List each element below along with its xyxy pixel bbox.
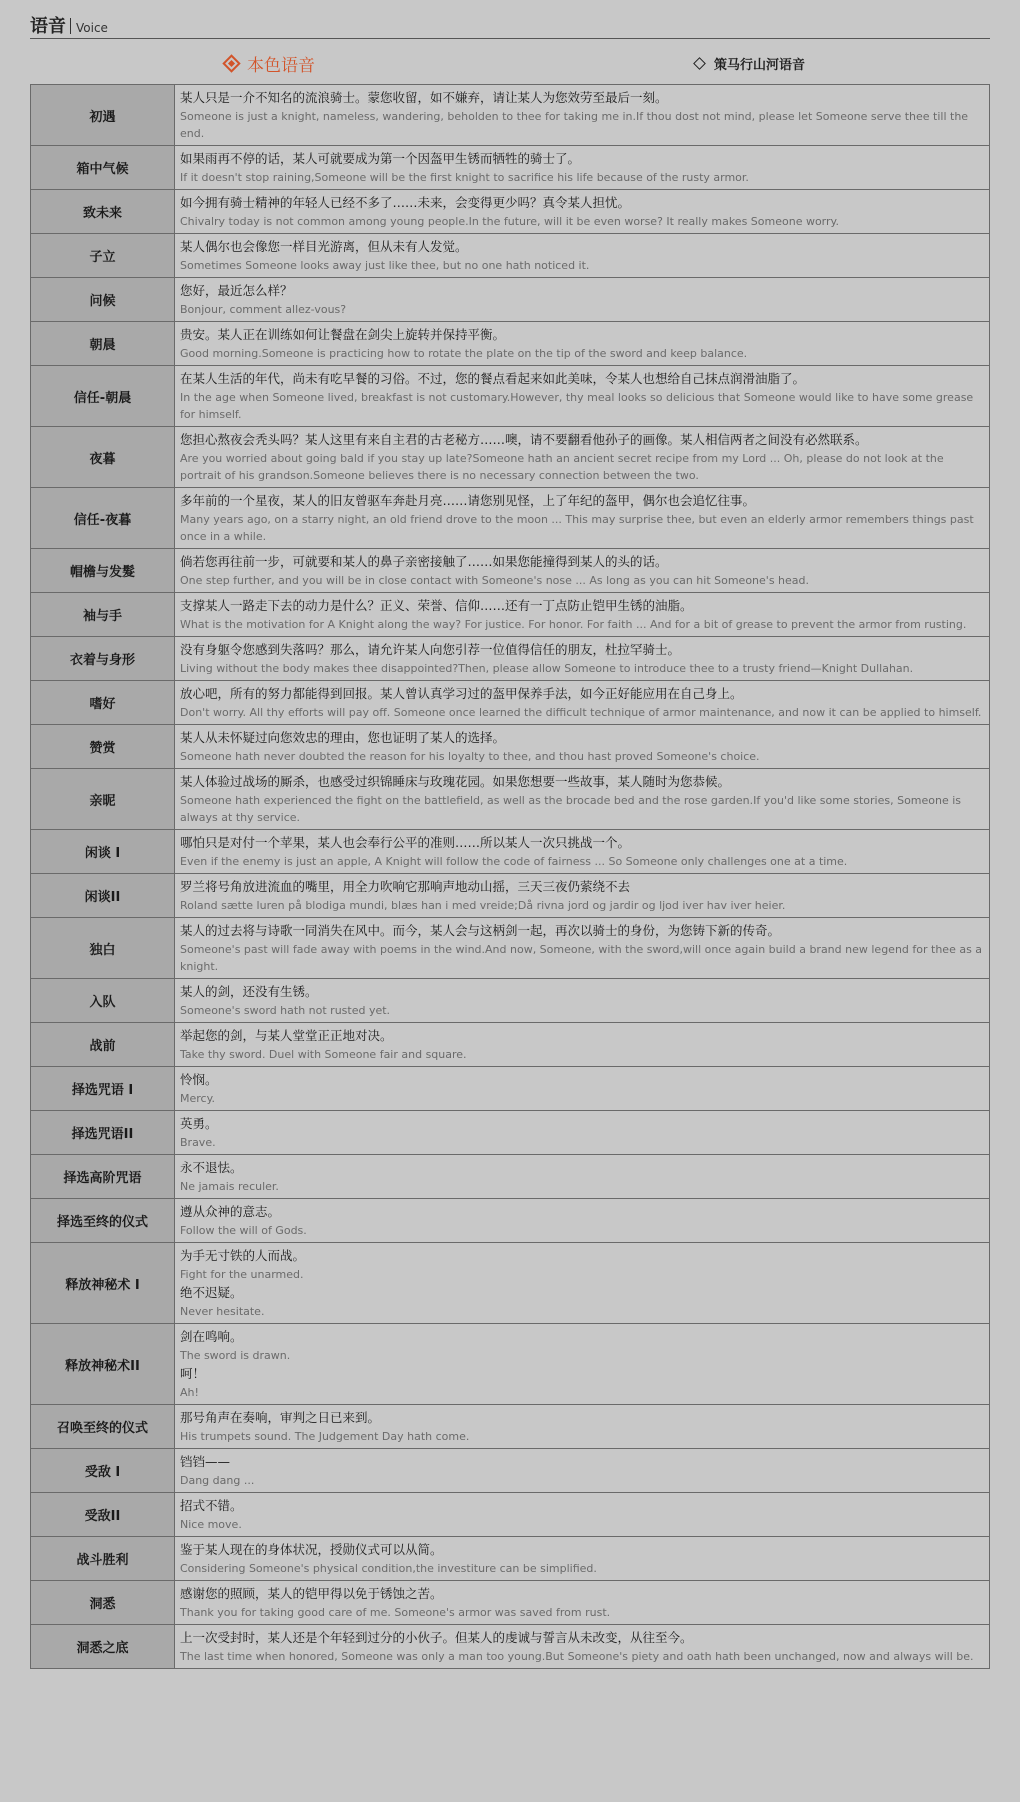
voice-label: 战斗胜利 bbox=[31, 1537, 175, 1581]
table-row bbox=[31, 979, 990, 1023]
voice-content bbox=[175, 681, 990, 725]
table-row bbox=[31, 1199, 990, 1243]
table-row bbox=[31, 681, 990, 725]
voice-content bbox=[175, 1111, 990, 1155]
voice-line-en: Nice move. bbox=[180, 1518, 242, 1531]
tab-label: 本色语音 bbox=[247, 55, 315, 76]
voice-label: 致未来 bbox=[31, 190, 175, 234]
voice-label: 初遇 bbox=[31, 85, 175, 146]
table-row bbox=[31, 427, 990, 488]
voice-label: 受敌 I bbox=[31, 1449, 175, 1493]
voice-line-en: Never hesitate. bbox=[180, 1305, 265, 1318]
voice-label: 独白 bbox=[31, 918, 175, 979]
voice-line-en: What is the motivation for A Knight along the way? For justice. For honor. For faith ... And for a bit of grease to prevent the armor from rusting. bbox=[180, 618, 967, 631]
voice-label: 释放神秘术II bbox=[31, 1324, 175, 1405]
table-row bbox=[31, 488, 990, 549]
voice-line-en: Brave. bbox=[180, 1136, 216, 1149]
voice-content bbox=[175, 1581, 990, 1625]
voice-line-en: Living without the body makes thee disappointed?Then, please allow Someone to introduce thee to a trusty friend—Knight Dullahan. bbox=[180, 662, 914, 675]
voice-line-zh: 放心吧，所有的努力都能得到回报。某人曾认真学习过的盔甲保养手法，如今正好能应用在自己身上。 bbox=[180, 686, 743, 701]
voice-line-en: Take thy sword. Duel with Someone fair and square. bbox=[180, 1048, 467, 1061]
voice-content bbox=[175, 979, 990, 1023]
voice-line-zh: 上一次受封时，某人还是个年轻到过分的小伙子。但某人的虔诚与誓言从未改变，从往至今。 bbox=[180, 1630, 693, 1645]
voice-label: 帽檐与发髮 bbox=[31, 549, 175, 593]
voice-line-zh: 支撑某人一路走下去的动力是什么？正义、荣誉、信仰……还有一丁点防止铠甲生锈的油脂。 bbox=[180, 598, 693, 613]
voice-line-zh: 贵安。某人正在训练如何让餐盘在剑尖上旋转并保持平衡。 bbox=[180, 327, 506, 342]
voice-line-zh: 怜悯。 bbox=[180, 1072, 218, 1087]
table-row bbox=[31, 1243, 990, 1324]
voice-content bbox=[175, 725, 990, 769]
table-row bbox=[31, 1023, 990, 1067]
voice-label: 朝晨 bbox=[31, 322, 175, 366]
voice-content bbox=[175, 830, 990, 874]
voice-content bbox=[175, 1199, 990, 1243]
voice-line-en: Are you worried about going bald if you stay up late?Someone hath an ancient secret recipe from my Lord ... Oh, please do not look at the portrait of his grandson.Someone believes there is no necessary connection between the two. bbox=[180, 452, 944, 482]
voice-line-zh: 遵从众神的意志。 bbox=[180, 1204, 281, 1219]
voice-line-zh: 呵！ bbox=[180, 1366, 206, 1381]
table-row bbox=[31, 769, 990, 830]
voice-content bbox=[175, 85, 990, 146]
voice-line-en: Someone's sword hath not rusted yet. bbox=[180, 1004, 391, 1017]
table-row bbox=[31, 593, 990, 637]
voice-content bbox=[175, 234, 990, 278]
voice-content bbox=[175, 1023, 990, 1067]
table-row bbox=[31, 85, 990, 146]
voice-label: 赞赏 bbox=[31, 725, 175, 769]
voice-content bbox=[175, 1405, 990, 1449]
tab-skin-voice[interactable] bbox=[510, 50, 990, 76]
table-row bbox=[31, 146, 990, 190]
voice-line-en: Sometimes Someone looks away just like thee, but no one hath noticed it. bbox=[180, 259, 590, 272]
voice-content bbox=[175, 1537, 990, 1581]
diamond-outline-icon bbox=[693, 57, 706, 70]
voice-line-en: Good morning.Someone is practicing how to rotate the plate on the tip of the sword and keep balance. bbox=[180, 347, 748, 360]
voice-label: 袖与手 bbox=[31, 593, 175, 637]
voice-label: 信任-朝晨 bbox=[31, 366, 175, 427]
voice-content bbox=[175, 874, 990, 918]
voice-content bbox=[175, 1324, 990, 1405]
voice-content bbox=[175, 549, 990, 593]
table-row bbox=[31, 549, 990, 593]
table-row bbox=[31, 1581, 990, 1625]
voice-label: 召唤至终的仪式 bbox=[31, 1405, 175, 1449]
voice-content bbox=[175, 366, 990, 427]
voice-content bbox=[175, 1625, 990, 1669]
tab-original-voice[interactable] bbox=[30, 50, 510, 76]
voice-line-zh: 某人从未怀疑过向您效忠的理由，您也证明了某人的选择。 bbox=[180, 730, 506, 745]
voice-line-en: Fight for the unarmed. bbox=[180, 1268, 304, 1281]
voice-tabs bbox=[30, 50, 990, 76]
voice-line-en: Someone's past will fade away with poems in the wind.And now, Someone, with the sword,will once again build a brand new legend for thee as a knight. bbox=[180, 943, 983, 973]
table-row bbox=[31, 1449, 990, 1493]
voice-line-en: Ne jamais reculer. bbox=[180, 1180, 279, 1193]
voice-label: 闲谈II bbox=[31, 874, 175, 918]
voice-line-zh: 铛铛—— bbox=[180, 1454, 231, 1469]
table-row bbox=[31, 1625, 990, 1669]
voice-content bbox=[175, 918, 990, 979]
voice-line-zh: 某人的过去将与诗歌一同消失在风中。而今，某人会与这柄剑一起，再次以骑士的身份，为您铸下新的传奇。 bbox=[180, 923, 781, 938]
table-row bbox=[31, 830, 990, 874]
voice-label: 洞悉 bbox=[31, 1581, 175, 1625]
voice-line-zh: 哪怕只是对付一个苹果，某人也会奉行公平的准则……所以某人一次只挑战一个。 bbox=[180, 835, 631, 850]
voice-content bbox=[175, 278, 990, 322]
voice-line-zh: 绝不迟疑。 bbox=[180, 1285, 243, 1300]
voice-label: 子立 bbox=[31, 234, 175, 278]
voice-content bbox=[175, 190, 990, 234]
voice-label: 信任-夜暮 bbox=[31, 488, 175, 549]
voice-content bbox=[175, 637, 990, 681]
table-row bbox=[31, 1324, 990, 1405]
table-row bbox=[31, 918, 990, 979]
table-row bbox=[31, 1537, 990, 1581]
voice-line-zh: 倘若您再往前一步，可就要和某人的鼻子亲密接触了……如果您能撞得到某人的头的话。 bbox=[180, 554, 668, 569]
voice-line-en: The last time when honored, Someone was only a man too young.But Someone's piety and oath hath been unchanged, now and always will be. bbox=[180, 1650, 974, 1663]
voice-line-zh: 英勇。 bbox=[180, 1116, 218, 1131]
voice-content bbox=[175, 769, 990, 830]
section-title: 语音 bbox=[30, 16, 66, 37]
table-row bbox=[31, 637, 990, 681]
voice-label: 亲昵 bbox=[31, 769, 175, 830]
section-subtitle: Voice bbox=[76, 21, 108, 35]
voice-line-zh: 某人体验过战场的厮杀，也感受过织锦睡床与玫瑰花园。如果您想要一些故事，某人随时为您恭候。 bbox=[180, 774, 731, 789]
voice-label: 战前 bbox=[31, 1023, 175, 1067]
voice-line-en: Even if the enemy is just an apple, A Knight will follow the code of fairness ... So Someone only challenges one at a time. bbox=[180, 855, 848, 868]
voice-label: 嗜好 bbox=[31, 681, 175, 725]
voice-line-zh: 某人只是一介不知名的流浪骑士。蒙您收留，如不嫌弃，请让某人为您效劳至最后一刻。 bbox=[180, 90, 668, 105]
voice-line-zh: 为手无寸铁的人而战。 bbox=[180, 1248, 306, 1263]
voice-line-en: Dang dang ... bbox=[180, 1474, 255, 1487]
title-divider bbox=[70, 18, 71, 34]
table-row bbox=[31, 874, 990, 918]
voice-label: 受敌II bbox=[31, 1493, 175, 1537]
diamond-filled-icon bbox=[222, 54, 240, 72]
voice-line-zh: 举起您的剑，与某人堂堂正正地对决。 bbox=[180, 1028, 393, 1043]
voice-content bbox=[175, 427, 990, 488]
voice-label: 择选至终的仪式 bbox=[31, 1199, 175, 1243]
voice-line-zh: 感谢您的照顾，某人的铠甲得以免于锈蚀之苦。 bbox=[180, 1586, 443, 1601]
voice-line-en: Someone hath never doubted the reason for his loyalty to thee, and thou hast proved Someone's choice. bbox=[180, 750, 760, 763]
voice-line-zh: 招式不错。 bbox=[180, 1498, 243, 1513]
voice-label: 入队 bbox=[31, 979, 175, 1023]
voice-line-en: Ah! bbox=[180, 1386, 199, 1399]
voice-line-en: In the age when Someone lived, breakfast is not customary.However, thy meal looks so delicious that Someone would like to have some grease for himself. bbox=[180, 391, 974, 421]
voice-content bbox=[175, 1243, 990, 1324]
voice-line-zh: 永不退怯。 bbox=[180, 1160, 243, 1175]
voice-line-en: Don't worry. All thy efforts will pay off. Someone once learned the difficult technique of armor maintenance, and now it can be applied to himself. bbox=[180, 706, 982, 719]
voice-line-zh: 剑在鸣响。 bbox=[180, 1329, 243, 1344]
table-row bbox=[31, 1405, 990, 1449]
voice-line-zh: 某人偶尔也会像您一样目光游离，但从未有人发觉。 bbox=[180, 239, 468, 254]
voice-line-zh: 如果雨再不停的话，某人可就要成为第一个因盔甲生锈而牺牲的骑士了。 bbox=[180, 151, 581, 166]
table-row bbox=[31, 366, 990, 427]
table-row bbox=[31, 1067, 990, 1111]
table-row bbox=[31, 322, 990, 366]
voice-label: 择选咒语II bbox=[31, 1111, 175, 1155]
voice-line-zh: 您担心熬夜会秃头吗？某人这里有来自主君的古老秘方……噢，请不要翻看他孙子的画像。某人相信两者之间没有必然联系。 bbox=[180, 432, 868, 447]
voice-line-en: Someone hath experienced the fight on the battlefield, as well as the brocade bed and the rose garden.If you'd like some stories, Someone is always at thy service. bbox=[180, 794, 962, 824]
section-header bbox=[30, 12, 990, 39]
table-row bbox=[31, 1493, 990, 1537]
voice-line-zh: 某人的剑，还没有生锈。 bbox=[180, 984, 318, 999]
table-row bbox=[31, 190, 990, 234]
table-row bbox=[31, 234, 990, 278]
voice-label: 夜暮 bbox=[31, 427, 175, 488]
voice-label: 释放神秘术 I bbox=[31, 1243, 175, 1324]
voice-line-en: Roland sætte luren på blodiga mundi, blæs han i med vreide;Då rivna jord og jardir og ljod iver hav iver heier. bbox=[180, 899, 786, 912]
voice-label: 择选咒语 I bbox=[31, 1067, 175, 1111]
voice-label: 择选高阶咒语 bbox=[31, 1155, 175, 1199]
voice-line-zh: 您好，最近怎么样？ bbox=[180, 283, 293, 298]
voice-label: 洞悉之底 bbox=[31, 1625, 175, 1669]
voice-line-en: Considering Someone's physical condition,the investiture can be simplified. bbox=[180, 1562, 597, 1575]
voice-table bbox=[30, 84, 990, 1669]
voice-content bbox=[175, 1155, 990, 1199]
voice-content bbox=[175, 322, 990, 366]
voice-line-en: Mercy. bbox=[180, 1092, 216, 1105]
voice-line-en: Bonjour, comment allez-vous? bbox=[180, 303, 347, 316]
tab-label: 策马行山河语音 bbox=[713, 57, 805, 73]
voice-line-en: Many years ago, on a starry night, an old friend drove to the moon ... This may surprise thee, but even an elderly armor remembers things past once in a while. bbox=[180, 513, 974, 543]
voice-label: 箱中气候 bbox=[31, 146, 175, 190]
voice-content bbox=[175, 146, 990, 190]
voice-line-en: His trumpets sound. The Judgement Day hath come. bbox=[180, 1430, 470, 1443]
table-row bbox=[31, 1155, 990, 1199]
voice-label: 问候 bbox=[31, 278, 175, 322]
voice-line-en: If it doesn't stop raining,Someone will be the first knight to sacrifice his life because of the rusty armor. bbox=[180, 171, 749, 184]
voice-line-zh: 在某人生活的年代，尚未有吃早餐的习俗。不过，您的餐点看起来如此美味，令某人也想给自己抹点润滑油脂了。 bbox=[180, 371, 806, 386]
voice-line-zh: 没有身躯令您感到失落吗？那么，请允许某人向您引荐一位值得信任的朋友，杜拉罕骑士。 bbox=[180, 642, 681, 657]
table-row bbox=[31, 1111, 990, 1155]
voice-line-zh: 鉴于某人现在的身体状况，授勋仪式可以从简。 bbox=[180, 1542, 443, 1557]
voice-line-en: The sword is drawn. bbox=[180, 1349, 291, 1362]
voice-content bbox=[175, 1449, 990, 1493]
voice-line-en: Thank you for taking good care of me. Someone's armor was saved from rust. bbox=[180, 1606, 611, 1619]
voice-line-en: Follow the will of Gods. bbox=[180, 1224, 307, 1237]
voice-label: 闲谈 I bbox=[31, 830, 175, 874]
voice-line-en: One step further, and you will be in close contact with Someone's nose ... As long as you can hit Someone's head. bbox=[180, 574, 810, 587]
voice-line-zh: 多年前的一个星夜，某人的旧友曾驱车奔赴月亮……请您别见怪，上了年纪的盔甲，偶尔也会追忆往事。 bbox=[180, 493, 756, 508]
voice-line-en: Chivalry today is not common among young people.In the future, will it be even worse? It really makes Someone worry. bbox=[180, 215, 839, 228]
voice-content bbox=[175, 593, 990, 637]
voice-label: 衣着与身形 bbox=[31, 637, 175, 681]
voice-line-zh: 那号角声在奏响，审判之日已来到。 bbox=[180, 1410, 381, 1425]
voice-line-en: Someone is just a knight, nameless, wandering, beholden to thee for taking me in.If thou dost not mind, please let Someone serve thee till the end. bbox=[180, 110, 969, 140]
voice-line-zh: 罗兰将号角放进流血的嘴里，用全力吹响它那响声地动山摇，三天三夜仍萦绕不去 bbox=[180, 879, 631, 894]
voice-content bbox=[175, 488, 990, 549]
voice-line-zh: 如今拥有骑士精神的年轻人已经不多了……未来，会变得更少吗？真令某人担忧。 bbox=[180, 195, 631, 210]
voice-content bbox=[175, 1067, 990, 1111]
table-row bbox=[31, 725, 990, 769]
voice-content bbox=[175, 1493, 990, 1537]
table-row bbox=[31, 278, 990, 322]
